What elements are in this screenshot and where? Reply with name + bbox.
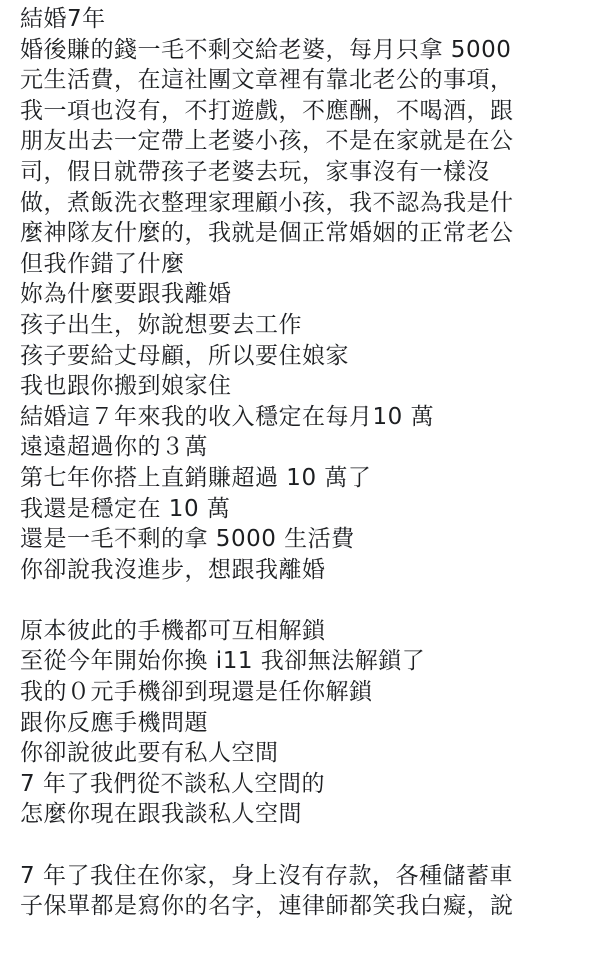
text-line: 結婚這７年來我的收入穩定在每月10 萬: [20, 403, 435, 430]
text-line: 但我作錯了什麼: [20, 250, 185, 277]
text-line: 原本彼此的手機都可互相解鎖: [20, 617, 326, 644]
text-line: 做，煮飯洗衣整理家理顧小孩，我不認為我是什: [20, 189, 514, 216]
paragraph: [20, 4, 582, 585]
text-line: 我也跟你搬到娘家住: [20, 373, 232, 400]
paragraph: [20, 616, 582, 830]
paragraph-gap: [20, 830, 582, 861]
text-line: 司，假日就帶孩子老婆去玩，家事沒有一樣沒: [20, 158, 490, 185]
text-line: 婚後賺的錢一毛不剩交給老婆，每月只拿 5000: [20, 36, 512, 63]
text-line: 跟你反應手機問題: [20, 709, 208, 736]
text-line: 遠遠超過你的３萬: [20, 434, 208, 461]
text-line: 我還是穩定在 10 萬: [20, 495, 231, 522]
text-line: 我一項也沒有，不打遊戲，不應酬，不喝酒，跟: [20, 97, 514, 124]
text-line: 子保單都是寫你的名字，連律師都笑我白癡，說: [20, 893, 514, 920]
text-line: 至從今年開始你換 i11 我卻無法解鎖了: [20, 648, 426, 675]
text-line: 元生活費，在這社團文章裡有靠北老公的事項，: [20, 67, 514, 94]
text-line: 麼神隊友什麼的，我就是個正常婚姻的正常老公: [20, 220, 514, 247]
paragraph: [20, 861, 582, 922]
text-line: 7 年了我住在你家，身上沒有存款，各種儲蓄車: [20, 862, 513, 889]
text-line: 怎麼你現在跟我談私人空間: [20, 801, 302, 828]
text-line: 孩子出生，妳說想要去工作: [20, 311, 302, 338]
text-line: 妳為什麼要跟我離婚: [20, 281, 232, 308]
text-line: 我的０元手機卻到現還是任你解鎖: [20, 679, 373, 706]
text-line: 第七年你搭上直銷賺超過 10 萬了: [20, 464, 372, 491]
paragraph-gap: [20, 585, 582, 616]
text-line: 還是一毛不剩的拿 5000 生活費: [20, 526, 355, 553]
text-line: 孩子要給丈母顧，所以要住娘家: [20, 342, 349, 369]
text-line: 你卻說我沒進步，想跟我離婚: [20, 556, 326, 583]
text-line: 朋友出去一定帶上老婆小孩，不是在家就是在公: [20, 128, 514, 155]
text-line: 結婚7年: [20, 6, 106, 32]
text-line: 7 年了我們從不談私人空間的: [20, 770, 325, 797]
text-line: 你卻說彼此要有私人空間: [20, 740, 279, 767]
